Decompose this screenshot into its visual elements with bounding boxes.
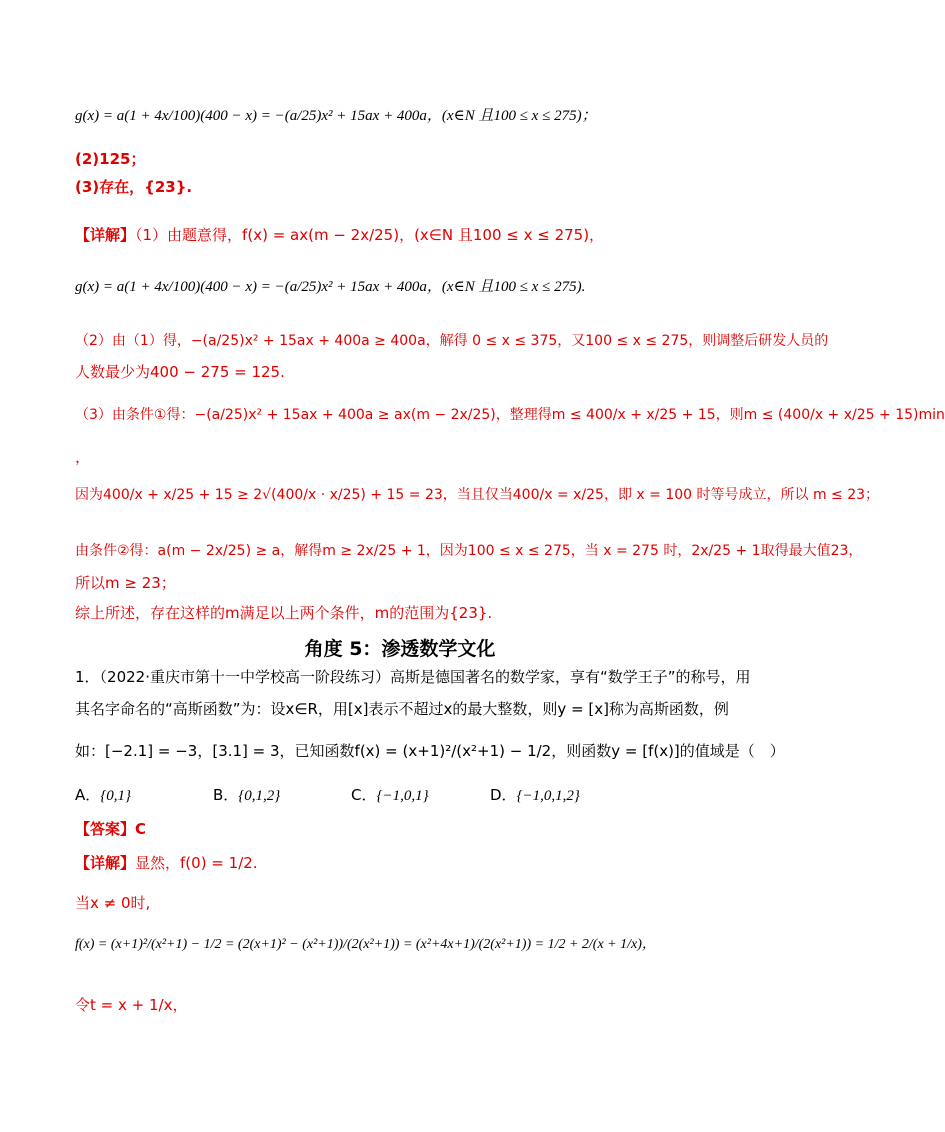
part-3-line-d: 由条件②得：a(m − 2x/25) ≥ a，解得m ≥ 2x/25 + 1，因为100 ≤ x ≤ 275，当 x = 275 时，2x/25 + 1取得最大值23， bbox=[75, 543, 863, 559]
part-3-line-b: ， bbox=[75, 448, 91, 466]
choice-a-label: A． bbox=[75, 786, 101, 804]
detail-2-line-1 bbox=[75, 852, 730, 874]
part-2-line-a: （2）由（1）得，−(a/25)x² + 15ax + 400a ≥ 400a，解得 0 ≤ x ≤ 375，又100 ≤ x ≤ 275，则调整后研发人员的 bbox=[75, 333, 829, 349]
detail-2-tag: 【详解】 bbox=[75, 854, 136, 872]
question-line-3: 如：[−2.1] = −3，[3.1] = 3，已知函数f(x) = (x+1)²/(x²+1) − 1/2，则函数y = [f(x)]的值域是（ ） bbox=[75, 742, 785, 760]
choice-d-value: {−1,0,1,2} bbox=[516, 788, 580, 804]
choice-b-value: {0,1,2} bbox=[238, 788, 281, 804]
part-2-line-b: 人数最少为400 − 275 = 125. bbox=[75, 363, 285, 381]
g-function-line-2: g(x) = a(1 + 4x/100)(400 − x) = −(a/25)x² + 15ax + 400a，(x∈N 且100 ≤ x ≤ 275). bbox=[75, 279, 586, 295]
choice-b bbox=[213, 784, 280, 805]
section-title: 角度 5：渗透数学文化 bbox=[304, 638, 496, 660]
question-line-1 bbox=[75, 666, 751, 688]
choice-b-label: B． bbox=[213, 786, 239, 804]
question-number: 1． bbox=[75, 668, 100, 686]
answer-line bbox=[75, 818, 730, 840]
detail-2-text-1: 显然，f(0) = 1/2. bbox=[135, 854, 258, 872]
choice-c-label: C． bbox=[351, 786, 377, 804]
choice-a-value: {0,1} bbox=[100, 788, 132, 804]
detail-line-1 bbox=[75, 224, 730, 246]
choice-c bbox=[351, 784, 429, 805]
detail-text-1: （1）由题意得，f(x) = ax(m − 2x/25)，(x∈N 且100 ≤ x ≤ 275)， bbox=[135, 226, 605, 244]
answer-part-2: (2)125； bbox=[75, 150, 146, 168]
choice-a bbox=[75, 784, 131, 805]
question-text-1: 高斯是德国著名的数学家，享有“数学王子”的称号，用 bbox=[390, 668, 751, 686]
question-source: （2022·重庆市第十一中学校高一阶段练习） bbox=[99, 668, 390, 686]
choice-c-value: {−1,0,1} bbox=[376, 788, 429, 804]
answer-value: C bbox=[135, 820, 147, 838]
detail-2-line-3: f(x) = (x+1)²/(x²+1) − 1/2 = (2(x+1)² − (x²+1))/(2(x²+1)) = (x²+4x+1)/(2(x²+1)) = 1/2 + 2/(x + 1/x)， bbox=[75, 937, 656, 952]
detail-tag: 【详解】 bbox=[75, 226, 136, 244]
part-3-line-e: 所以m ≥ 23； bbox=[75, 574, 176, 592]
question-line-2: 其名字命名的“高斯函数”为：设x∈R，用[x]表示不超过x的最大整数，则y = [x]称为高斯函数，例 bbox=[75, 700, 729, 718]
answer-part-3: (3)存在，{23}. bbox=[75, 178, 193, 196]
g-function-line-1: g(x) = a(1 + 4x/100)(400 − x) = −(a/25)x² + 15ax + 400a，(x∈N 且100 ≤ x ≤ 275)； bbox=[75, 108, 597, 124]
part-3-line-a: （3）由条件①得：−(a/25)x² + 15ax + 400a ≥ ax(m − 2x/25)，整理得m ≤ 400/x + x/25 + 15，则m ≤ (400/x + x/25 + 15)min bbox=[75, 407, 945, 423]
part-3-line-c: 因为400/x + x/25 + 15 ≥ 2√(400/x · x/25) + 15 = 23，当且仅当400/x = x/25，即 x = 100 时等号成立，所以 m ≤ 23； bbox=[75, 487, 880, 503]
choice-d-label: D． bbox=[490, 786, 517, 804]
choice-d bbox=[490, 784, 580, 805]
answer-tag: 【答案】 bbox=[75, 820, 136, 838]
part-3-line-f: 综上所述，存在这样的m满足以上两个条件，m的范围为{23}. bbox=[75, 604, 493, 622]
detail-2-line-4: 令t = x + 1/x， bbox=[75, 996, 188, 1014]
detail-2-line-2: 当x ≠ 0时, bbox=[75, 894, 151, 912]
